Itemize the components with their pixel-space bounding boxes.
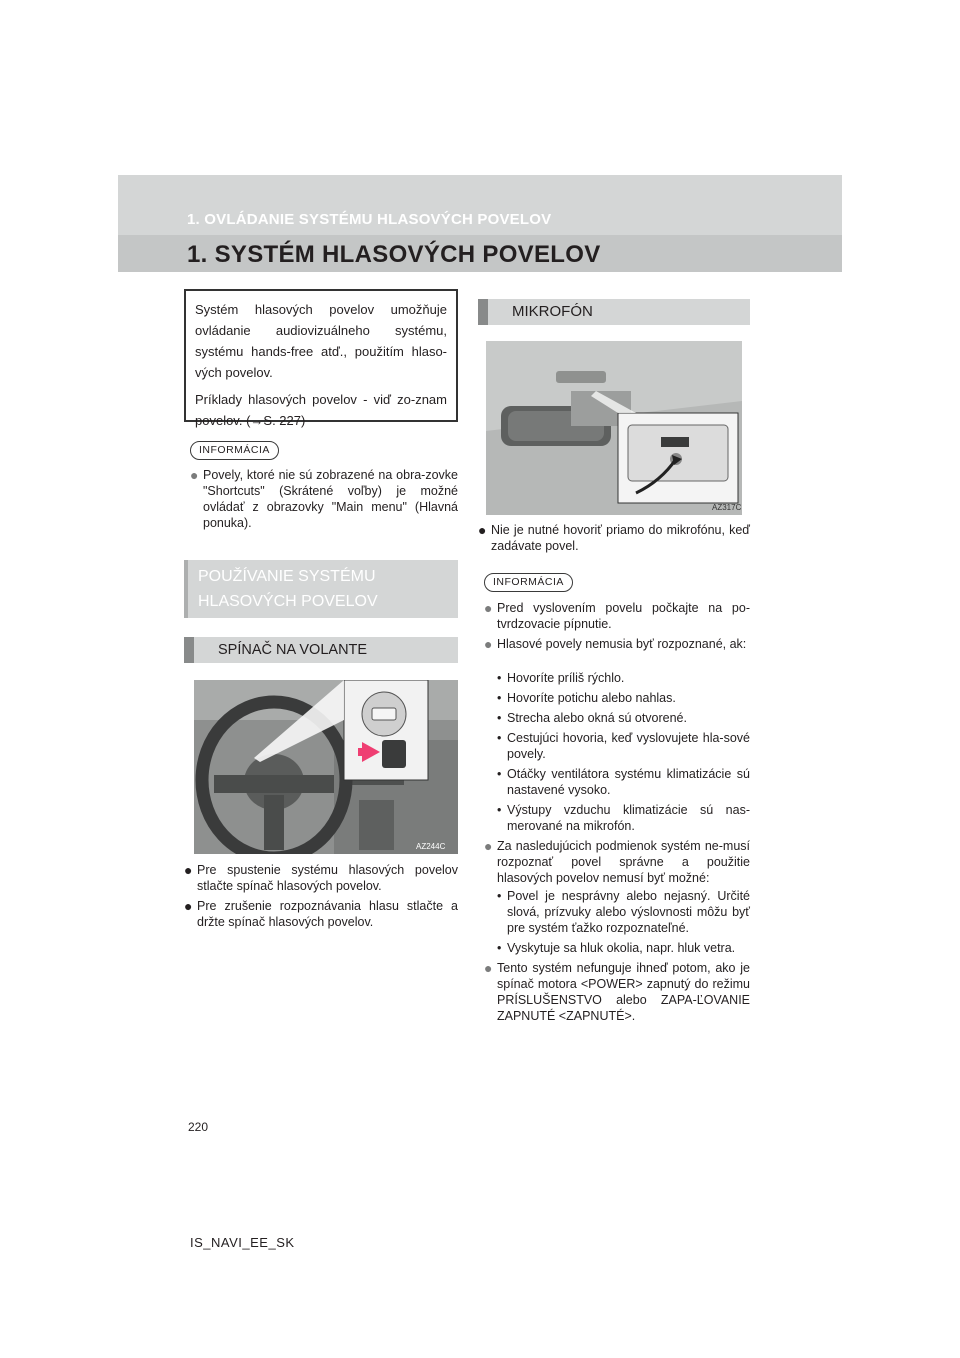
info-badge-left: INFORMÁCIA [190, 441, 279, 460]
steering-image-code: AZ244C [416, 842, 446, 851]
info-right-item-1: ● Pred vyslovením povelu počkajte na po-tvrdzovacie pípnutie. [484, 600, 750, 631]
sub-item: • Otáčky ventilátora systému klimatizácie sú nastavené vysoko. [497, 767, 750, 797]
microphone-image-code: AZ317C [712, 503, 742, 512]
sub-item: • Hovoríte potichu alebo nahlas. [497, 691, 676, 705]
start-voice-bullet: ● Pre spustenie systému hlasových povelov stlačte spínač hlasových povelov. [184, 862, 458, 893]
sub-item: • Povel je nesprávny alebo nejasný. Určité slová, prízvuky alebo výslovnosti môžu byť pre systém ťažko rozpoznateľné. [497, 889, 750, 935]
steering-wheel-photo [194, 680, 458, 854]
heading-tab [478, 299, 488, 325]
microphone-bullet: ● Nie je nutné hovoriť priamo do mikrofónu, keď zadávate povel. [478, 522, 750, 553]
section-title: 1. OVLÁDANIE SYSTÉMU HLASOVÝCH POVELOV [187, 211, 552, 228]
chapter-title: 1. SYSTÉM HLASOVÝCH POVELOV [187, 241, 601, 268]
info-badge-right: INFORMÁCIA [484, 573, 573, 592]
sub-item: • Hovoríte príliš rýchlo. [497, 671, 625, 685]
microphone-photo [486, 341, 742, 515]
intro-paragraph-1: Systém hlasových povelov umožňuje ovládanie audiovizuálneho systému, systému hands-free atď., použitím hlaso-vých povelov. [195, 302, 447, 380]
sub-item: • Vyskytuje sa hluk okolia, napr. hluk vetra. [497, 941, 736, 955]
intro-box [184, 289, 458, 428]
bullet-dot-icon: ● [478, 522, 487, 538]
cancel-voice-bullet: ● Pre zrušenie rozpoznávania hlasu stlačte a držte spínač hlasových povelov. [184, 898, 458, 929]
heading-tab [184, 560, 188, 618]
steering-switch-heading: SPÍNAČ NA VOLANTE [184, 637, 458, 663]
using-section-heading [184, 560, 458, 618]
document-code: IS_NAVI_EE_SK [190, 1235, 295, 1250]
sub-item: • Strecha alebo okná sú otvorené. [497, 711, 687, 725]
bullet-dot-icon: ● [184, 862, 193, 878]
microphone-heading: MIKROFÓN [478, 299, 750, 325]
intro-paragraph-2: Príklady hlasových povelov - viď zo-znam povelov. (→S. 227) [195, 392, 447, 428]
sub-item: • Výstupy vzduchu klimatizácie sú nas-merované na mikrofón. [497, 803, 750, 833]
bullet-dot-icon: ● [184, 898, 193, 914]
sub-item: • Cestujúci hovoria, keď vyslovujete hla-sové povely. [497, 731, 750, 761]
bullet-dot-icon: ● [484, 960, 493, 976]
info-right-item-4: ● Tento systém nefunguje ihneď potom, ako je spínač motora <POWER> zapnutý do režimu PRÍSLUŠENSTVO alebo ZAPA-ĽOVANIE ZAPNUTÉ <ZAPNUTÉ>. [484, 960, 750, 1023]
info-right-item-2: ● Hlasové povely nemusia byť rozpoznané, ak: [484, 636, 747, 652]
info-right-item-3: ● Za nasledujúcich podmienok systém ne-musí rozpoznať povel správne a použitie hlasových povelov nemusí byť možné: [484, 838, 750, 885]
bullet-dot-icon: ● [484, 600, 493, 616]
bullet-dot-icon: ● [484, 838, 493, 854]
heading-tab [184, 637, 194, 663]
bullet-dot-icon: ● [190, 467, 199, 483]
using-heading-line-2: HLASOVÝCH POVELOV [198, 593, 378, 610]
info-left-item: ● Povely, ktoré nie sú zobrazené na obra-zovke "Shortcuts" (Skrátené voľby) je možné ovládať z obrazovky "Main menu" (Hlavná ponuka). [190, 467, 458, 530]
bullet-dot-icon: ● [484, 636, 493, 652]
page-number: 220 [188, 1120, 209, 1134]
using-heading-line-1: POUŽÍVANIE SYSTÉMU [198, 568, 376, 585]
